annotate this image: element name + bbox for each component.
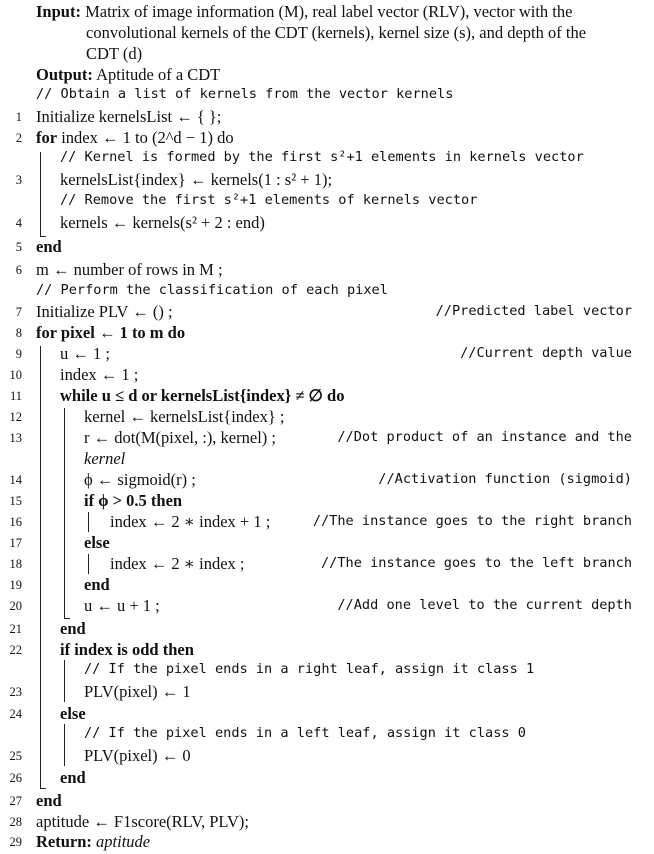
algo-line-27 xyxy=(0,791,654,813)
algo-line-2 xyxy=(0,128,654,150)
line-number: 8 xyxy=(15,326,22,340)
algo-line-16 xyxy=(0,512,654,534)
input-text-cont-2: CDT (d) xyxy=(86,44,143,63)
comment-left-leaf xyxy=(0,725,654,747)
comment-perform xyxy=(0,282,654,304)
line-comment: //Add one level to the current depth xyxy=(337,597,632,613)
line-text: ϕ ← sigmoid(r) ; xyxy=(84,470,196,489)
line-number: 16 xyxy=(9,515,22,529)
line-text: index ← 1 to (2^d − 1) do xyxy=(61,128,234,147)
line-number: 6 xyxy=(15,263,22,277)
line-number: 24 xyxy=(9,707,22,721)
algo-line-24 xyxy=(0,704,654,726)
input-line-1 xyxy=(0,2,654,24)
return-value: aptitude xyxy=(96,832,151,851)
line-text: Initialize kernelsList ← { }; xyxy=(36,107,222,126)
keyword-else: else xyxy=(60,704,86,723)
line-number: 19 xyxy=(9,578,22,592)
algo-line-8 xyxy=(0,323,654,345)
algo-line-9 xyxy=(0,344,654,366)
line-number: 4 xyxy=(15,216,22,230)
output-text: Aptitude of a CDT xyxy=(96,65,221,84)
line-comment: //Predicted label vector xyxy=(435,303,632,319)
algo-line-29 xyxy=(0,832,654,854)
line-number: 7 xyxy=(15,305,22,319)
algo-line-17 xyxy=(0,533,654,555)
keyword-end: end xyxy=(36,791,62,810)
output-label: Output: xyxy=(36,65,93,84)
comment-kernel-formed xyxy=(0,149,654,171)
algo-line-12 xyxy=(0,407,654,429)
comment-text: // Perform the classification of each pixel xyxy=(36,282,388,298)
keyword-end: end xyxy=(84,575,110,594)
algo-line-7 xyxy=(0,302,654,324)
line-number: 3 xyxy=(15,173,22,187)
algo-line-4 xyxy=(0,213,654,235)
line-text: r ← dot(M(pixel, :), kernel) ; xyxy=(84,428,276,447)
line-text: kernel xyxy=(84,449,126,468)
line-number: 2 xyxy=(15,131,22,145)
keyword-end: end xyxy=(36,237,62,256)
keyword-for: for xyxy=(36,128,58,147)
algo-line-1 xyxy=(0,107,654,129)
comment-text: // Remove the first s²+1 elements of kernels vector xyxy=(60,192,478,208)
line-comment: //The instance goes to the right branch xyxy=(312,513,632,529)
line-number: 15 xyxy=(9,494,22,508)
line-number: 14 xyxy=(9,473,22,487)
line-text: index ← 2 ∗ index + 1 ; xyxy=(110,512,271,531)
line-text: if ϕ > 0.5 then xyxy=(84,491,183,510)
line-comment: //Current depth value xyxy=(460,345,632,361)
comment-text: // Obtain a list of kernels from the vector kernels xyxy=(36,86,454,102)
algo-line-26 xyxy=(0,768,654,790)
input-text: Matrix of image information (M), real label vector (RLV), vector with the xyxy=(85,2,573,21)
line-number: 20 xyxy=(9,599,22,613)
line-number: 18 xyxy=(9,557,22,571)
line-number: 29 xyxy=(9,835,22,849)
algo-line-18 xyxy=(0,554,654,576)
line-text: index ← 1 ; xyxy=(60,365,139,384)
algo-line-21 xyxy=(0,619,654,641)
line-number: 26 xyxy=(9,771,22,785)
comment-remove xyxy=(0,192,654,214)
input-line-3 xyxy=(0,44,654,66)
line-number: 17 xyxy=(9,536,22,550)
algo-line-13-cont xyxy=(0,449,654,471)
return-label: Return: xyxy=(36,832,92,851)
line-comment: //Dot product of an instance and the xyxy=(337,429,632,445)
line-text: aptitude ← F1score(RLV, PLV); xyxy=(36,812,249,831)
line-text: kernel ← kernelsList{index} ; xyxy=(84,407,285,426)
comment-text: // If the pixel ends in a left leaf, assign it class 0 xyxy=(84,725,526,741)
line-comment: //Activation function (sigmoid) xyxy=(378,471,632,487)
algo-line-11 xyxy=(0,386,654,408)
line-number: 28 xyxy=(9,815,22,829)
algo-line-15 xyxy=(0,491,654,513)
line-number: 13 xyxy=(9,431,22,445)
line-text: while u ≤ d or kernelsList{index} ≠ ∅ do xyxy=(60,386,345,405)
algo-line-14 xyxy=(0,470,654,492)
input-line-2 xyxy=(0,23,654,45)
line-text: index ← 2 ∗ index ; xyxy=(110,554,245,573)
line-number: 5 xyxy=(15,240,22,254)
algo-line-28 xyxy=(0,812,654,834)
line-text: PLV(pixel) ← 1 xyxy=(84,682,191,701)
input-label: Input: xyxy=(36,2,81,21)
line-number: 10 xyxy=(9,368,22,382)
algo-line-22 xyxy=(0,640,654,662)
algo-line-19 xyxy=(0,575,654,597)
line-text: kernelsList{index} ← kernels(1 : s² + 1); xyxy=(60,170,333,189)
line-number: 25 xyxy=(9,749,22,763)
line-text: m ← number of rows in M ; xyxy=(36,260,223,279)
line-number: 27 xyxy=(9,794,22,808)
comment-text: // Kernel is formed by the first s²+1 elements in kernels vector xyxy=(60,149,584,165)
line-number: 23 xyxy=(9,685,22,699)
algo-line-23 xyxy=(0,682,654,704)
keyword-end: end xyxy=(60,768,86,787)
line-text: for pixel ← 1 to m do xyxy=(36,323,186,342)
line-text: PLV(pixel) ← 0 xyxy=(84,746,191,765)
comment-obtain xyxy=(0,86,654,108)
line-text: u ← 1 ; xyxy=(60,344,110,363)
line-text: if index is odd then xyxy=(60,640,194,659)
line-number: 1 xyxy=(15,110,22,124)
comment-text: // If the pixel ends in a right leaf, assign it class 1 xyxy=(84,661,535,677)
output-line xyxy=(0,65,654,87)
line-number: 9 xyxy=(15,347,22,361)
line-number: 11 xyxy=(9,389,22,403)
line-number: 22 xyxy=(9,643,22,657)
line-text: u ← u + 1 ; xyxy=(84,596,160,615)
line-text: kernels ← kernels(s² + 2 : end) xyxy=(60,213,265,232)
algo-line-5 xyxy=(0,237,654,259)
line-text: Initialize PLV ← () ; xyxy=(36,302,173,321)
keyword-end: end xyxy=(60,619,86,638)
algo-line-6 xyxy=(0,260,654,282)
line-number: 21 xyxy=(9,622,22,636)
algo-line-13 xyxy=(0,428,654,450)
algo-line-3 xyxy=(0,170,654,192)
line-number: 12 xyxy=(9,410,22,424)
algo-line-20 xyxy=(0,596,654,618)
keyword-else: else xyxy=(84,533,110,552)
algo-line-10 xyxy=(0,365,654,387)
line-comment: //The instance goes to the left branch xyxy=(321,555,632,571)
comment-right-leaf xyxy=(0,661,654,683)
algo-line-25 xyxy=(0,746,654,768)
input-text-cont: convolutional kernels of the CDT (kernels), kernel size (s), and depth of the xyxy=(86,23,587,42)
